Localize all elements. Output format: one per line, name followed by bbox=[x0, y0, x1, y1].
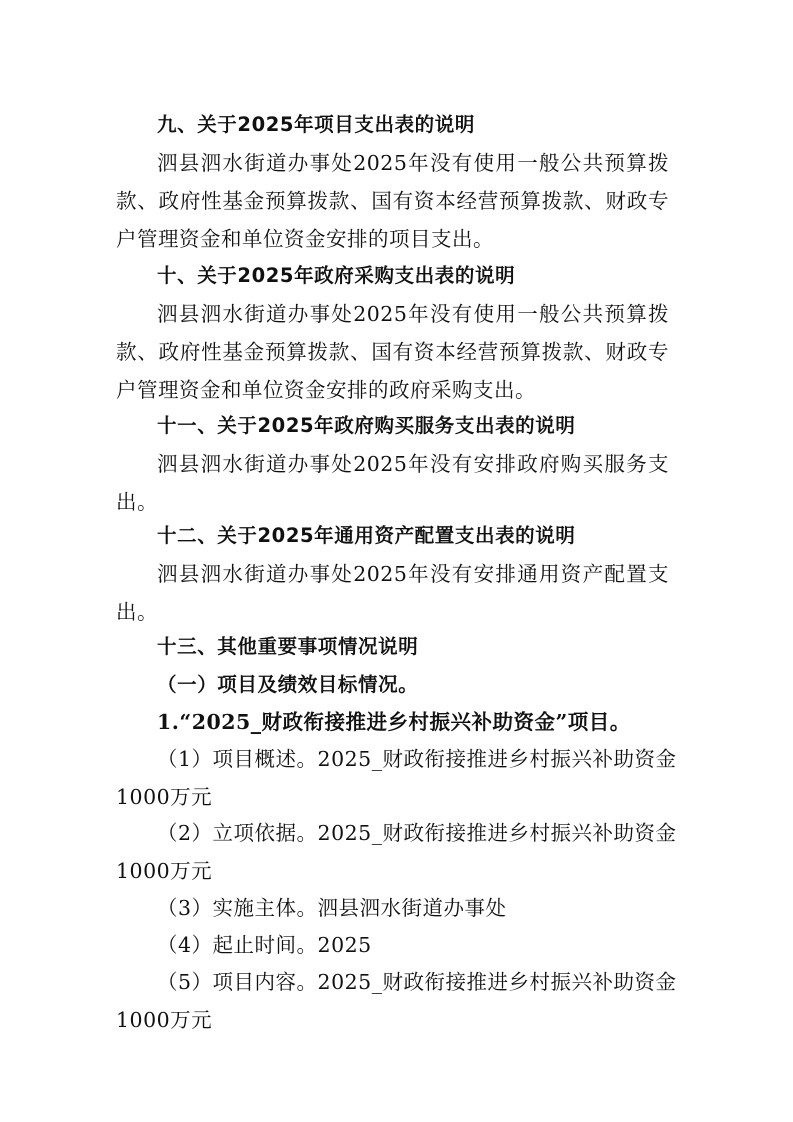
section-10-line-3: 户管理资金和单位资金安排的政府采购支出。 bbox=[116, 378, 536, 402]
section-12-line-2: 出。 bbox=[116, 600, 158, 624]
section-9-line-1: 泗县泗水街道办事处2025年没有使用一般公共预算拨 bbox=[157, 151, 669, 175]
section-13-heading: 十三、其他重要事项情况说明 bbox=[157, 635, 419, 658]
project-content-line-1: （5）项目内容。2025_财政衔接推进乡村振兴补助资金 bbox=[157, 970, 677, 994]
section-11-line-1: 泗县泗水街道办事处2025年没有安排政府购买服务支 bbox=[157, 452, 669, 476]
project-basis-line-1: （2）立项依据。2025_财政衔接推进乡村振兴补助资金 bbox=[157, 821, 677, 845]
project-basis-line-2: 1000万元 bbox=[116, 859, 213, 883]
project-implementer: （3）实施主体。泗县泗水街道办事处 bbox=[157, 896, 507, 920]
project-content-line-2: 1000万元 bbox=[116, 1008, 213, 1032]
section-11-line-2: 出。 bbox=[116, 490, 158, 514]
section-10-line-2: 款、政府性基金预算拨款、国有资本经营预算拨款、财政专 bbox=[116, 340, 669, 364]
section-9-heading: 九、关于2025年项目支出表的说明 bbox=[157, 113, 475, 136]
section-12-line-1: 泗县泗水街道办事处2025年没有安排通用资产配置支 bbox=[157, 562, 669, 586]
section-12-heading: 十二、关于2025年通用资产配置支出表的说明 bbox=[157, 524, 576, 547]
section-9-line-3: 户管理资金和单位资金安排的项目支出。 bbox=[116, 227, 494, 251]
section-11-heading: 十一、关于2025年政府购买服务支出表的说明 bbox=[157, 414, 576, 437]
project-period: （4）起止时间。2025 bbox=[157, 933, 372, 957]
project-item-1-title: 1.“2025_财政衔接推进乡村振兴补助资金”项目。 bbox=[157, 710, 631, 734]
section-10-heading: 十、关于2025年政府采购支出表的说明 bbox=[157, 264, 516, 287]
project-overview-line-2: 1000万元 bbox=[116, 785, 213, 809]
project-overview-line-1: （1）项目概述。2025_财政衔接推进乡村振兴补助资金 bbox=[157, 747, 677, 771]
section-9-line-2: 款、政府性基金预算拨款、国有资本经营预算拨款、财政专 bbox=[116, 189, 669, 213]
subsection-1-heading: （一）项目及绩效目标情况。 bbox=[157, 673, 419, 696]
section-10-line-1: 泗县泗水街道办事处2025年没有使用一般公共预算拨 bbox=[157, 302, 669, 326]
